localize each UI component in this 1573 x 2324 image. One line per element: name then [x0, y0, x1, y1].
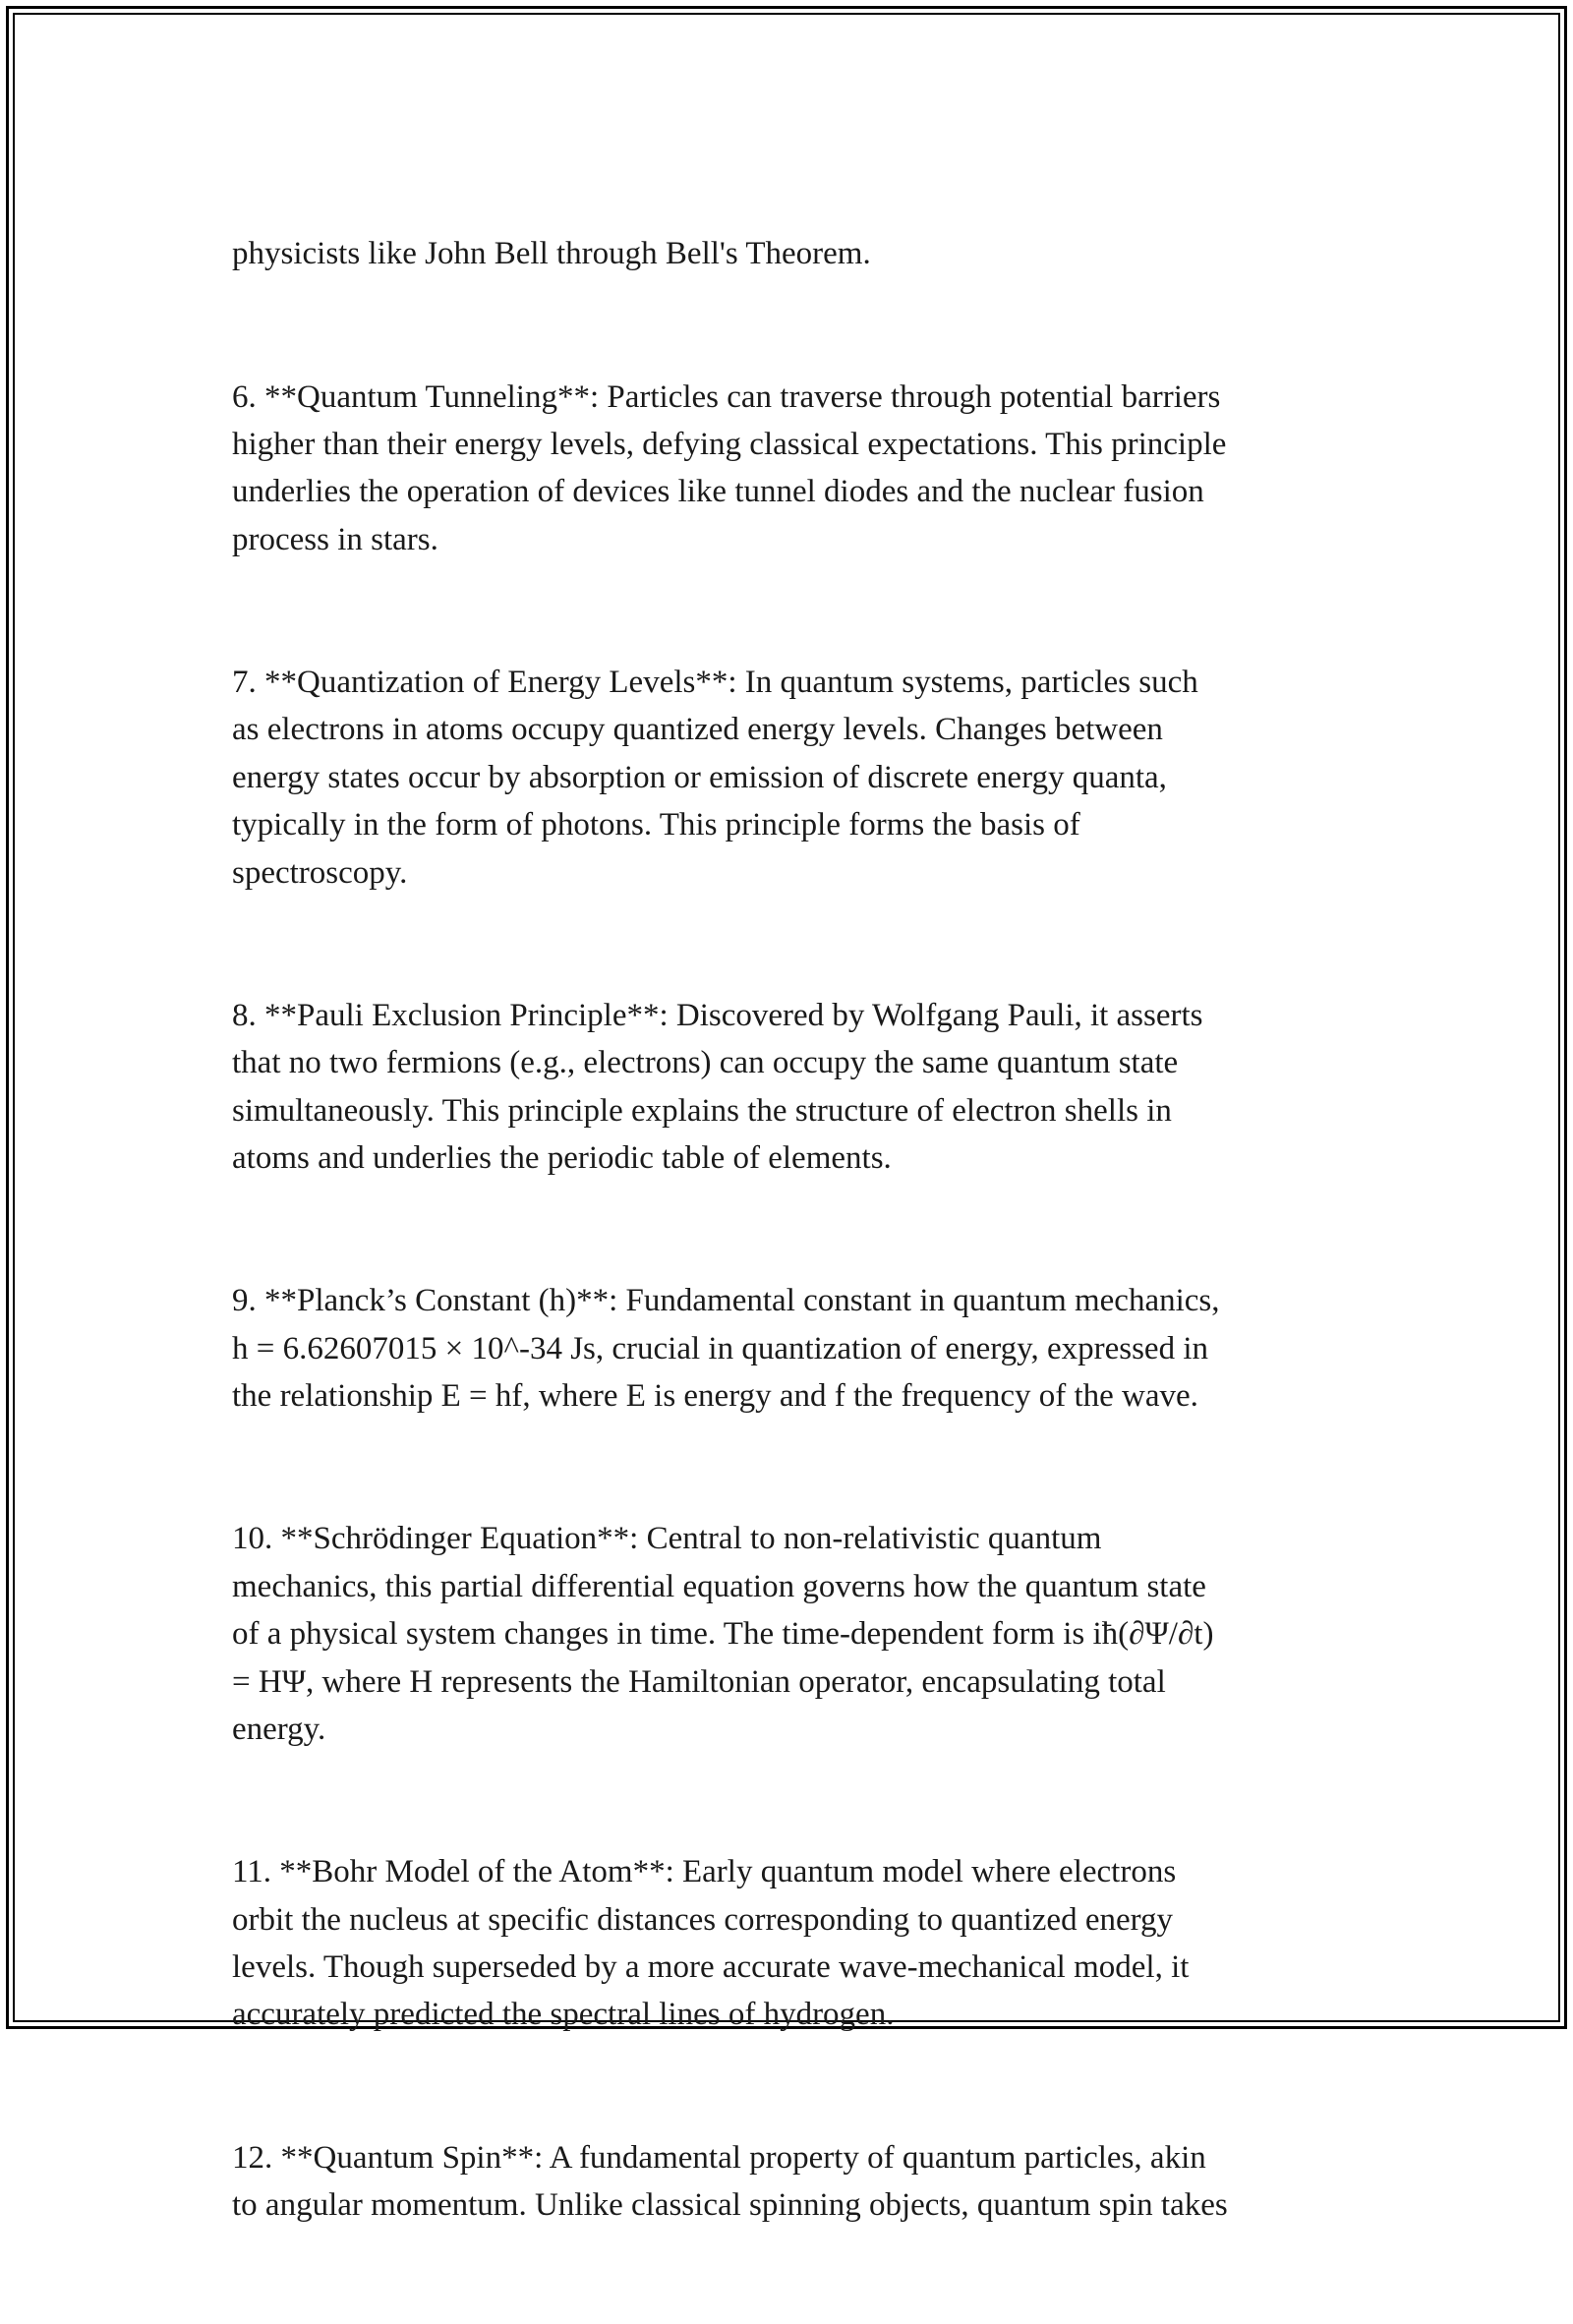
paragraph-planck-constant: 9. **Planck’s Constant (h)**: Fundamental constant in quantum mechanics, h = 6.62607015 × 10^-34 Js, crucial in quantization of energy, expressed in the relationship E = hf, where E is energy and f the frequency of the wave.	[232, 1283, 1220, 1415]
paragraph-quantum-tunneling: 6. **Quantum Tunneling**: Particles can traverse through potential barriers higher than their energy levels, defying classical expectations. This principle underlies the operation of devices like tunnel diodes and the nuclear fusion process in stars.	[232, 378, 1227, 557]
paragraph-quantum-spin: 12. **Quantum Spin**: A fundamental property of quantum particles, akin to angular momentum. Unlike classical spinning objects, quantum spin takes	[232, 2139, 1228, 2223]
paragraph-schrodinger-equation: 10. **Schrödinger Equation**: Central to non-relativistic quantum mechanics, this partial differential equation governs how the quantum state of a physical system changes in time. The time-dependent form is iħ(∂Ψ/∂t) = HΨ, where H represents the Hamiltonian operator, encapsulating total energy.	[232, 1521, 1214, 1747]
paragraph-bohr-model: 11. **Bohr Model of the Atom**: Early quantum model where electrons orbit the nucleus at specific distances corresponding to quantized energy levels. Though superseded by a more accurate wave-mechanical model, it accurately predicted the spectral lines of hydrogen.	[232, 1854, 1190, 2033]
paragraph-pauli-exclusion: 8. **Pauli Exclusion Principle**: Discovered by Wolfgang Pauli, it asserts that no two fermions (e.g., electrons) can occupy the same quantum state simultaneously. This principle explains the structure of electron shells in atoms and underlies the periodic table of elements.	[232, 997, 1203, 1177]
document-body	[232, 183, 1353, 2324]
paragraph-quantization-energy-levels: 7. **Quantization of Energy Levels**: In quantum systems, particles such as electrons in atoms occupy quantized energy levels. Changes between energy states occur by absorption or emission of discrete energy quanta, typically in the form of photons. This principle forms the basis of spectroscopy.	[232, 665, 1198, 891]
paragraph-continuation: physicists like John Bell through Bell's Theorem.	[232, 236, 871, 272]
